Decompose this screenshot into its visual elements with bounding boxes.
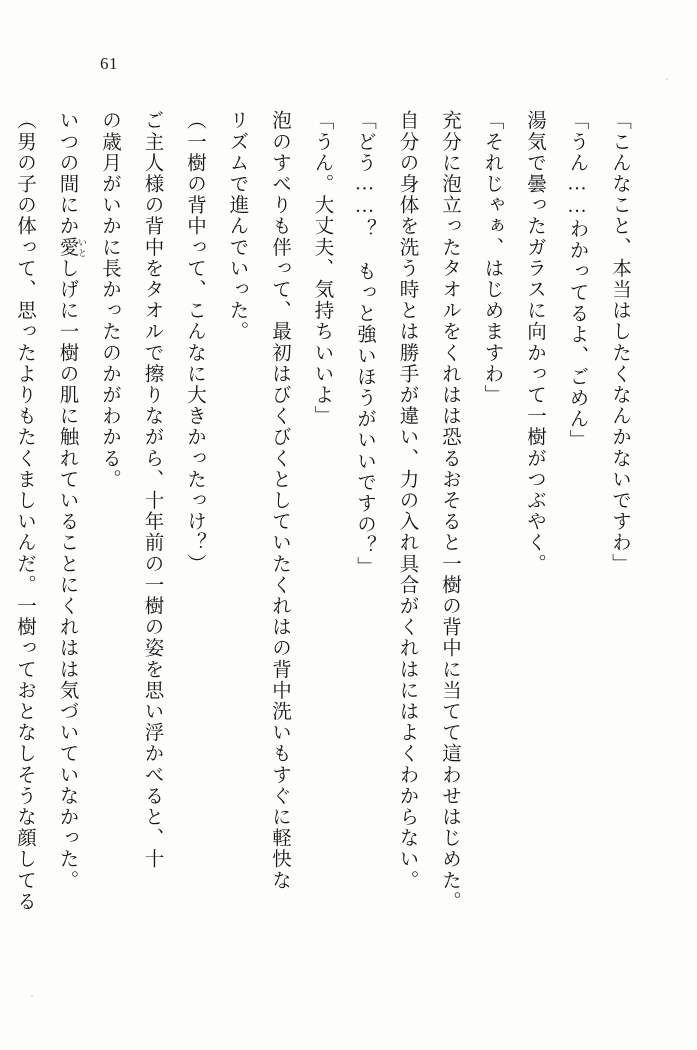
text-line: （男の子の体って、思ったよりもたくましいんだ。一樹っておとなしそうな顔してる	[14, 110, 35, 912]
text-line: 「どう……？ もっと強いほうがいいですの？」	[354, 110, 375, 578]
text-line: 「それじゃぁ、はじめますわ」	[481, 110, 503, 406]
text-line: リズムで進んでいった。	[226, 110, 248, 343]
text-line: 「こんなこと、本当はしたくなんかないですわ」	[609, 110, 630, 575]
text-line: 充分に泡立ったタオルをくれはは恐るおそると一樹の背中に当てて這わせはじめた。	[439, 110, 460, 912]
ruby-annotation: 愛 いと	[56, 236, 87, 258]
paper-speckle	[31, 995, 33, 997]
paper-speckle	[666, 78, 668, 80]
text-line: 「うん……わかってるよ、ごめん」	[566, 110, 588, 451]
text-line-with-ruby: いつの間にか愛 いとしげに一樹の肌に触れていることにくれはは気づいていなかった。	[56, 110, 87, 891]
page-text-body	[14, 110, 640, 990]
text-line: ご主人様の背中をタオルで擦りながら、十年前の一樹の姿を思い浮かべると、十	[141, 110, 163, 870]
text-line: 湯気で曇ったガラスに向かって一樹がつぶやく。	[524, 110, 545, 575]
text-line: の歳月がいかに長かったのかがわかる。	[99, 110, 120, 490]
page-number: 61	[100, 54, 118, 73]
text-line: （一樹の背中って、こんなに大きかったっけ？）	[184, 110, 205, 575]
text-line: 泡のすべりも伴って、最初はびくびくとしていたくれはの背中洗いもすぐに軽快な	[269, 110, 290, 891]
text-line: 自分の身体を洗う時とは勝手が違い、力の入れ具合がくれはにはよくわからない。	[396, 110, 418, 891]
text-line: 「うん。大丈夫、気持ちいいよ」	[311, 110, 333, 427]
